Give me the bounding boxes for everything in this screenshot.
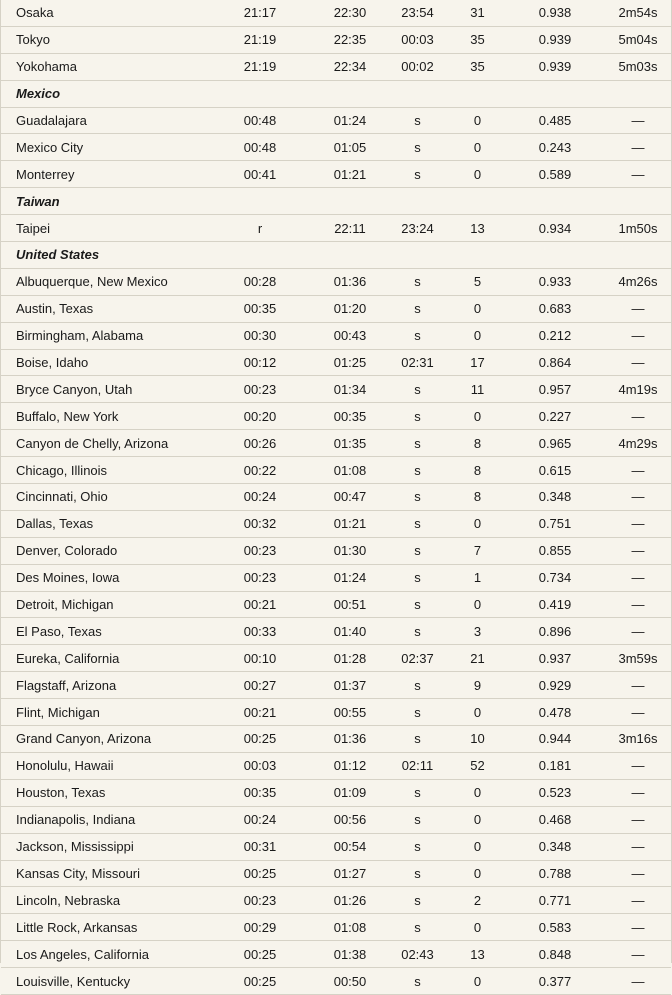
city-cell: Eureka, California	[1, 645, 205, 672]
sun-altitude-cell: 35	[450, 26, 505, 53]
eclipse-magnitude-cell: 0.771	[505, 887, 605, 914]
eclipse-begins-cell: 00:29	[205, 914, 315, 941]
eclipse-begins-cell: 21:17	[205, 0, 315, 26]
eclipse-begins-cell: 00:23	[205, 537, 315, 564]
totality-duration-cell: —	[605, 833, 671, 860]
eclipse-magnitude-cell: 0.933	[505, 268, 605, 295]
eclipse-begins-cell: 00:48	[205, 107, 315, 134]
eclipse-magnitude-cell: 0.478	[505, 699, 605, 726]
table-row	[1, 618, 671, 645]
maximum-eclipse-cell: 01:05	[315, 134, 385, 161]
sun-altitude-cell: 0	[450, 403, 505, 430]
maximum-eclipse-cell: 01:21	[315, 161, 385, 188]
sun-altitude-cell: 0	[450, 510, 505, 537]
eclipse-ends-cell: s	[385, 134, 450, 161]
totality-duration-cell: 1m50s	[605, 215, 671, 242]
eclipse-magnitude-cell: 0.957	[505, 376, 605, 403]
totality-duration-cell: —	[605, 887, 671, 914]
eclipse-magnitude-cell: 0.896	[505, 618, 605, 645]
eclipse-magnitude-cell: 0.181	[505, 752, 605, 779]
maximum-eclipse-cell: 01:08	[315, 457, 385, 484]
eclipse-times-table	[1, 0, 671, 995]
eclipse-magnitude-cell: 0.734	[505, 564, 605, 591]
eclipse-ends-cell: 02:31	[385, 349, 450, 376]
eclipse-magnitude-cell: 0.751	[505, 510, 605, 537]
maximum-eclipse-cell: 01:26	[315, 887, 385, 914]
eclipse-ends-cell: s	[385, 376, 450, 403]
eclipse-ends-cell: s	[385, 457, 450, 484]
sun-altitude-cell: 0	[450, 833, 505, 860]
eclipse-begins-cell: 00:23	[205, 564, 315, 591]
eclipse-begins-cell: 00:25	[205, 726, 315, 753]
sun-altitude-cell: 0	[450, 322, 505, 349]
table-row	[1, 403, 671, 430]
city-cell: Yokohama	[1, 53, 205, 80]
city-cell: Des Moines, Iowa	[1, 564, 205, 591]
maximum-eclipse-cell: 00:47	[315, 484, 385, 511]
eclipse-ends-cell: s	[385, 699, 450, 726]
totality-duration-cell: —	[605, 968, 671, 995]
sun-altitude-cell: 10	[450, 726, 505, 753]
eclipse-begins-cell: 00:22	[205, 457, 315, 484]
eclipse-magnitude-cell: 0.937	[505, 645, 605, 672]
maximum-eclipse-cell: 22:35	[315, 26, 385, 53]
eclipse-ends-cell: s	[385, 537, 450, 564]
eclipse-ends-cell: s	[385, 887, 450, 914]
eclipse-begins-cell: 00:48	[205, 134, 315, 161]
eclipse-magnitude-cell: 0.468	[505, 806, 605, 833]
eclipse-ends-cell: s	[385, 510, 450, 537]
country-group-label: Taiwan	[1, 188, 671, 215]
totality-duration-cell: —	[605, 457, 671, 484]
eclipse-magnitude-cell: 0.944	[505, 726, 605, 753]
maximum-eclipse-cell: 01:20	[315, 295, 385, 322]
table-row	[1, 672, 671, 699]
totality-duration-cell: —	[605, 349, 671, 376]
table-row	[1, 941, 671, 968]
totality-duration-cell: 2m54s	[605, 0, 671, 26]
sun-altitude-cell: 13	[450, 215, 505, 242]
city-cell: Los Angeles, California	[1, 941, 205, 968]
sun-altitude-cell: 0	[450, 968, 505, 995]
table-row	[1, 564, 671, 591]
eclipse-magnitude-cell: 0.243	[505, 134, 605, 161]
table-row	[1, 484, 671, 511]
totality-duration-cell: 3m16s	[605, 726, 671, 753]
eclipse-magnitude-cell: 0.848	[505, 941, 605, 968]
eclipse-begins-cell: 00:21	[205, 591, 315, 618]
sun-altitude-cell: 8	[450, 430, 505, 457]
city-cell: Louisville, Kentucky	[1, 968, 205, 995]
maximum-eclipse-cell: 00:56	[315, 806, 385, 833]
city-cell: Indianapolis, Indiana	[1, 806, 205, 833]
city-cell: Jackson, Mississippi	[1, 833, 205, 860]
maximum-eclipse-cell: 00:50	[315, 968, 385, 995]
maximum-eclipse-cell: 00:35	[315, 403, 385, 430]
sun-altitude-cell: 2	[450, 887, 505, 914]
maximum-eclipse-cell: 00:55	[315, 699, 385, 726]
totality-duration-cell: 3m59s	[605, 645, 671, 672]
city-cell: Boise, Idaho	[1, 349, 205, 376]
city-cell: Kansas City, Missouri	[1, 860, 205, 887]
eclipse-magnitude-cell: 0.377	[505, 968, 605, 995]
eclipse-begins-cell: 21:19	[205, 53, 315, 80]
sun-altitude-cell: 0	[450, 295, 505, 322]
totality-duration-cell: —	[605, 510, 671, 537]
totality-duration-cell: —	[605, 699, 671, 726]
maximum-eclipse-cell: 00:54	[315, 833, 385, 860]
table-row	[1, 107, 671, 134]
eclipse-begins-cell: 00:24	[205, 484, 315, 511]
eclipse-begins-cell: 00:32	[205, 510, 315, 537]
eclipse-magnitude-cell: 0.683	[505, 295, 605, 322]
eclipse-ends-cell: s	[385, 430, 450, 457]
sun-altitude-cell: 0	[450, 107, 505, 134]
sun-altitude-cell: 35	[450, 53, 505, 80]
eclipse-magnitude-cell: 0.348	[505, 484, 605, 511]
city-cell: Flagstaff, Arizona	[1, 672, 205, 699]
totality-duration-cell: —	[605, 322, 671, 349]
eclipse-magnitude-cell: 0.419	[505, 591, 605, 618]
eclipse-magnitude-cell: 0.938	[505, 0, 605, 26]
eclipse-ends-cell: 23:54	[385, 0, 450, 26]
eclipse-magnitude-cell: 0.965	[505, 430, 605, 457]
eclipse-ends-cell: s	[385, 484, 450, 511]
eclipse-begins-cell: 00:20	[205, 403, 315, 430]
table-row	[1, 457, 671, 484]
maximum-eclipse-cell: 22:11	[315, 215, 385, 242]
city-cell: Mexico City	[1, 134, 205, 161]
eclipse-ends-cell: 02:37	[385, 645, 450, 672]
city-cell: Birmingham, Alabama	[1, 322, 205, 349]
table-row	[1, 215, 671, 242]
eclipse-magnitude-cell: 0.615	[505, 457, 605, 484]
totality-duration-cell: —	[605, 591, 671, 618]
city-cell: Osaka	[1, 0, 205, 26]
eclipse-begins-cell: 21:19	[205, 26, 315, 53]
eclipse-magnitude-cell: 0.523	[505, 779, 605, 806]
table-row	[1, 645, 671, 672]
totality-duration-cell: 4m19s	[605, 376, 671, 403]
maximum-eclipse-cell: 01:09	[315, 779, 385, 806]
totality-duration-cell: 5m04s	[605, 26, 671, 53]
table-row	[1, 134, 671, 161]
eclipse-ends-cell: s	[385, 322, 450, 349]
maximum-eclipse-cell: 00:51	[315, 591, 385, 618]
eclipse-magnitude-cell: 0.583	[505, 914, 605, 941]
table-row	[1, 537, 671, 564]
totality-duration-cell: —	[605, 672, 671, 699]
table-row	[1, 887, 671, 914]
eclipse-begins-cell: 00:41	[205, 161, 315, 188]
maximum-eclipse-cell: 01:08	[315, 914, 385, 941]
country-group-row	[1, 242, 671, 269]
table-row	[1, 591, 671, 618]
city-cell: Tokyo	[1, 26, 205, 53]
eclipse-magnitude-cell: 0.485	[505, 107, 605, 134]
table-row	[1, 430, 671, 457]
eclipse-ends-cell: s	[385, 403, 450, 430]
city-cell: Canyon de Chelly, Arizona	[1, 430, 205, 457]
eclipse-ends-cell: 00:02	[385, 53, 450, 80]
country-group-row	[1, 188, 671, 215]
maximum-eclipse-cell: 01:21	[315, 510, 385, 537]
table-row	[1, 295, 671, 322]
sun-altitude-cell: 0	[450, 779, 505, 806]
city-cell: Chicago, Illinois	[1, 457, 205, 484]
maximum-eclipse-cell: 22:30	[315, 0, 385, 26]
totality-duration-cell: —	[605, 161, 671, 188]
maximum-eclipse-cell: 01:37	[315, 672, 385, 699]
eclipse-magnitude-cell: 0.589	[505, 161, 605, 188]
sun-altitude-cell: 8	[450, 457, 505, 484]
sun-altitude-cell: 0	[450, 860, 505, 887]
eclipse-ends-cell: s	[385, 968, 450, 995]
maximum-eclipse-cell: 00:43	[315, 322, 385, 349]
eclipse-ends-cell: 00:03	[385, 26, 450, 53]
sun-altitude-cell: 52	[450, 752, 505, 779]
maximum-eclipse-cell: 01:12	[315, 752, 385, 779]
city-cell: Honolulu, Hawaii	[1, 752, 205, 779]
eclipse-ends-cell: s	[385, 268, 450, 295]
sun-altitude-cell: 0	[450, 591, 505, 618]
eclipse-ends-cell: s	[385, 914, 450, 941]
eclipse-begins-cell: 00:26	[205, 430, 315, 457]
sun-altitude-cell: 1	[450, 564, 505, 591]
eclipse-magnitude-cell: 0.929	[505, 672, 605, 699]
eclipse-begins-cell: 00:10	[205, 645, 315, 672]
eclipse-ends-cell: s	[385, 618, 450, 645]
city-cell: Lincoln, Nebraska	[1, 887, 205, 914]
eclipse-ends-cell: s	[385, 726, 450, 753]
sun-altitude-cell: 11	[450, 376, 505, 403]
maximum-eclipse-cell: 01:36	[315, 726, 385, 753]
table-row	[1, 833, 671, 860]
table-row	[1, 349, 671, 376]
table-row	[1, 268, 671, 295]
totality-duration-cell: —	[605, 107, 671, 134]
city-cell: Taipei	[1, 215, 205, 242]
eclipse-begins-cell: 00:25	[205, 860, 315, 887]
country-group-row	[1, 80, 671, 107]
maximum-eclipse-cell: 01:40	[315, 618, 385, 645]
eclipse-begins-cell: 00:21	[205, 699, 315, 726]
eclipse-magnitude-cell: 0.934	[505, 215, 605, 242]
city-cell: Guadalajara	[1, 107, 205, 134]
totality-duration-cell: —	[605, 484, 671, 511]
table-row	[1, 161, 671, 188]
eclipse-begins-cell: 00:23	[205, 887, 315, 914]
table-row	[1, 53, 671, 80]
sun-altitude-cell: 8	[450, 484, 505, 511]
eclipse-magnitude-cell: 0.212	[505, 322, 605, 349]
table-row	[1, 914, 671, 941]
maximum-eclipse-cell: 01:28	[315, 645, 385, 672]
table-body	[1, 0, 671, 994]
sun-altitude-cell: 0	[450, 134, 505, 161]
city-cell: Denver, Colorado	[1, 537, 205, 564]
sun-altitude-cell: 9	[450, 672, 505, 699]
maximum-eclipse-cell: 01:35	[315, 430, 385, 457]
city-cell: Little Rock, Arkansas	[1, 914, 205, 941]
sun-altitude-cell: 17	[450, 349, 505, 376]
totality-duration-cell: —	[605, 295, 671, 322]
totality-duration-cell: —	[605, 779, 671, 806]
table-row	[1, 376, 671, 403]
country-group-label: United States	[1, 242, 671, 269]
totality-duration-cell: 4m26s	[605, 268, 671, 295]
table-row	[1, 726, 671, 753]
eclipse-begins-cell: 00:35	[205, 779, 315, 806]
eclipse-begins-cell: r	[205, 215, 315, 242]
totality-duration-cell: —	[605, 618, 671, 645]
totality-duration-cell: —	[605, 752, 671, 779]
eclipse-ends-cell: s	[385, 161, 450, 188]
table-row	[1, 510, 671, 537]
table-row	[1, 322, 671, 349]
eclipse-begins-cell: 00:23	[205, 376, 315, 403]
maximum-eclipse-cell: 01:30	[315, 537, 385, 564]
eclipse-ends-cell: s	[385, 779, 450, 806]
sun-altitude-cell: 3	[450, 618, 505, 645]
totality-duration-cell: —	[605, 941, 671, 968]
table-row	[1, 968, 671, 995]
city-cell: Flint, Michigan	[1, 699, 205, 726]
maximum-eclipse-cell: 01:38	[315, 941, 385, 968]
eclipse-magnitude-cell: 0.939	[505, 26, 605, 53]
totality-duration-cell: —	[605, 134, 671, 161]
eclipse-begins-cell: 00:25	[205, 941, 315, 968]
table-row	[1, 806, 671, 833]
maximum-eclipse-cell: 01:24	[315, 564, 385, 591]
maximum-eclipse-cell: 01:36	[315, 268, 385, 295]
eclipse-magnitude-cell: 0.939	[505, 53, 605, 80]
sun-altitude-cell: 31	[450, 0, 505, 26]
eclipse-ends-cell: 23:24	[385, 215, 450, 242]
totality-duration-cell: —	[605, 806, 671, 833]
totality-duration-cell: —	[605, 860, 671, 887]
sun-altitude-cell: 13	[450, 941, 505, 968]
totality-duration-cell: —	[605, 914, 671, 941]
totality-duration-cell: —	[605, 537, 671, 564]
eclipse-ends-cell: s	[385, 672, 450, 699]
eclipse-magnitude-cell: 0.864	[505, 349, 605, 376]
maximum-eclipse-cell: 01:25	[315, 349, 385, 376]
eclipse-ends-cell: 02:11	[385, 752, 450, 779]
eclipse-begins-cell: 00:03	[205, 752, 315, 779]
city-cell: Bryce Canyon, Utah	[1, 376, 205, 403]
totality-duration-cell: —	[605, 564, 671, 591]
city-cell: Buffalo, New York	[1, 403, 205, 430]
eclipse-begins-cell: 00:30	[205, 322, 315, 349]
table-row	[1, 26, 671, 53]
eclipse-begins-cell: 00:33	[205, 618, 315, 645]
table-row	[1, 779, 671, 806]
city-cell: Austin, Texas	[1, 295, 205, 322]
city-cell: Grand Canyon, Arizona	[1, 726, 205, 753]
table-row	[1, 752, 671, 779]
maximum-eclipse-cell: 22:34	[315, 53, 385, 80]
sun-altitude-cell: 0	[450, 161, 505, 188]
city-cell: El Paso, Texas	[1, 618, 205, 645]
eclipse-ends-cell: s	[385, 564, 450, 591]
city-cell: Houston, Texas	[1, 779, 205, 806]
totality-duration-cell: 4m29s	[605, 430, 671, 457]
eclipse-begins-cell: 00:27	[205, 672, 315, 699]
sun-altitude-cell: 21	[450, 645, 505, 672]
city-cell: Albuquerque, New Mexico	[1, 268, 205, 295]
city-cell: Detroit, Michigan	[1, 591, 205, 618]
city-cell: Cincinnati, Ohio	[1, 484, 205, 511]
eclipse-ends-cell: s	[385, 591, 450, 618]
eclipse-begins-cell: 00:12	[205, 349, 315, 376]
country-group-label: Mexico	[1, 80, 671, 107]
eclipse-magnitude-cell: 0.227	[505, 403, 605, 430]
eclipse-magnitude-cell: 0.788	[505, 860, 605, 887]
sun-altitude-cell: 0	[450, 699, 505, 726]
eclipse-begins-cell: 00:28	[205, 268, 315, 295]
maximum-eclipse-cell: 01:24	[315, 107, 385, 134]
sun-altitude-cell: 0	[450, 914, 505, 941]
totality-duration-cell: 5m03s	[605, 53, 671, 80]
sun-altitude-cell: 0	[450, 806, 505, 833]
eclipse-ends-cell: 02:43	[385, 941, 450, 968]
eclipse-ends-cell: s	[385, 107, 450, 134]
sun-altitude-cell: 5	[450, 268, 505, 295]
eclipse-ends-cell: s	[385, 295, 450, 322]
eclipse-begins-cell: 00:31	[205, 833, 315, 860]
city-cell: Dallas, Texas	[1, 510, 205, 537]
table-row	[1, 0, 671, 26]
eclipse-begins-cell: 00:35	[205, 295, 315, 322]
maximum-eclipse-cell: 01:34	[315, 376, 385, 403]
eclipse-magnitude-cell: 0.855	[505, 537, 605, 564]
eclipse-begins-cell: 00:25	[205, 968, 315, 995]
eclipse-ends-cell: s	[385, 806, 450, 833]
sun-altitude-cell: 7	[450, 537, 505, 564]
eclipse-magnitude-cell: 0.348	[505, 833, 605, 860]
eclipse-begins-cell: 00:24	[205, 806, 315, 833]
totality-duration-cell: —	[605, 403, 671, 430]
eclipse-ends-cell: s	[385, 860, 450, 887]
table-row	[1, 860, 671, 887]
city-cell: Monterrey	[1, 161, 205, 188]
eclipse-ends-cell: s	[385, 833, 450, 860]
table-row	[1, 699, 671, 726]
maximum-eclipse-cell: 01:27	[315, 860, 385, 887]
